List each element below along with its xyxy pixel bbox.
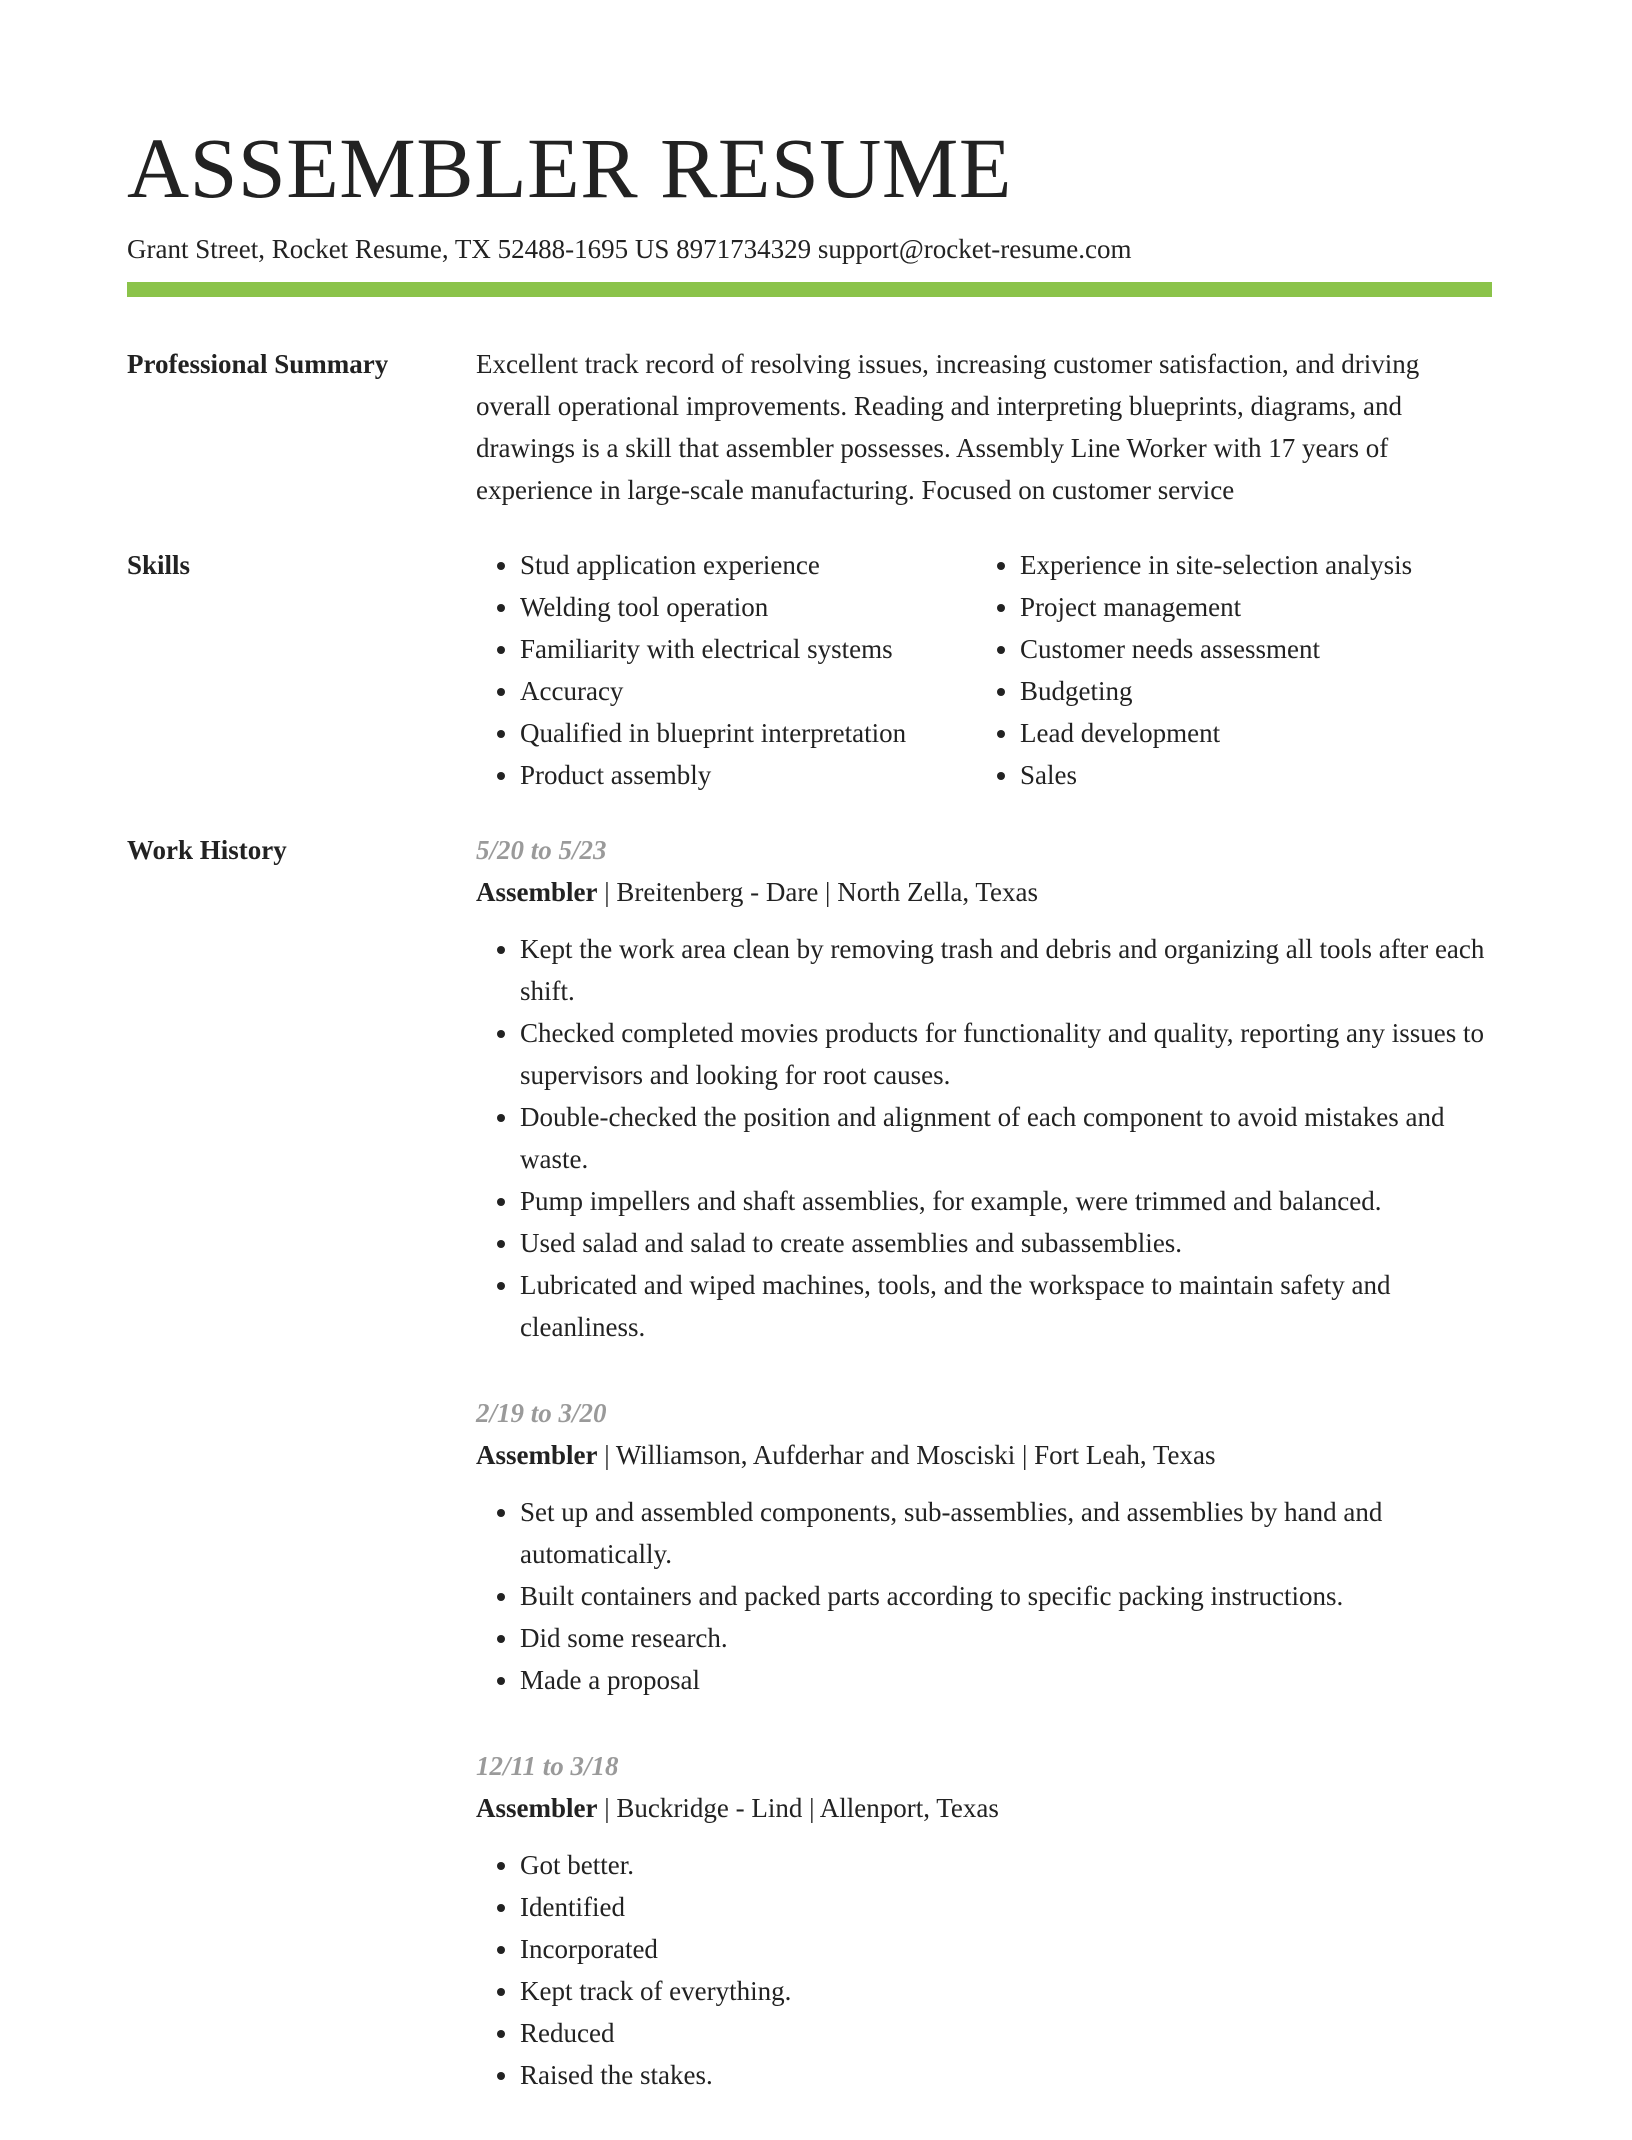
skills-list-1 <box>476 544 976 796</box>
skill-item: • Customer needs assessment <box>1020 628 1476 670</box>
job-bullet: • Reduced <box>520 2012 1492 2054</box>
job-entry <box>476 1745 1492 2096</box>
job-bullet: • Double-checked the position and alignment of each component to avoid mistakes and waste. <box>520 1096 1492 1180</box>
skill-item: • Budgeting <box>1020 670 1476 712</box>
job-bullet: • Kept track of everything. <box>520 1970 1492 2012</box>
job-title: Assembler <box>476 1440 598 1470</box>
skill-item: • Lead development <box>1020 712 1476 754</box>
skill-item: • Qualified in blueprint interpretation <box>520 712 976 754</box>
work-history-body <box>476 829 1492 2140</box>
job-date: 2/19 to 3/20 <box>476 1398 607 1428</box>
resume-title: ASSEMBLER RESUME <box>127 120 1012 216</box>
skill-item: • Project management <box>1020 586 1476 628</box>
skill-item: • Welding tool operation <box>520 586 976 628</box>
job-title: Assembler <box>476 877 598 907</box>
job-details: | Williamson, Aufderhar and Mosciski | Fort Leah, Texas <box>597 1440 1216 1470</box>
job-bullet: • Incorporated <box>520 1928 1492 1970</box>
job-date: 12/11 to 3/18 <box>476 1751 619 1781</box>
job-details: | Breitenberg - Dare | North Zella, Texas <box>597 877 1039 907</box>
skills-list-2 <box>976 544 1476 796</box>
job-bullet: • Set up and assembled components, sub-assemblies, and assemblies by hand and automatically. <box>520 1491 1492 1575</box>
job-bullet: • Got better. <box>520 1844 1492 1886</box>
job-bullets <box>476 1491 1492 1701</box>
skills-column-2 <box>976 544 1476 796</box>
job-bullets <box>476 1844 1492 2096</box>
summary-text: Excellent track record of resolving issues, increasing customer satisfaction, and driving overall operational improvements. Reading and interpreting blueprints, diagrams, and drawings is a skill that assembler possesses. Assembly Line Worker with 17 years of experience in large-scale manufacturing. Focused on customer service <box>476 349 1420 505</box>
resume-page <box>127 118 1492 2140</box>
header-divider <box>127 282 1492 297</box>
job-bullet: • Identified <box>520 1886 1492 1928</box>
skill-item: • Sales <box>1020 754 1476 796</box>
summary-section <box>127 343 1492 511</box>
skill-item: • Familiarity with electrical systems <box>520 628 976 670</box>
job-date: 5/20 to 5/23 <box>476 835 607 865</box>
job-entry <box>476 829 1492 1348</box>
job-bullet: • Made a proposal <box>520 1659 1492 1701</box>
job-bullet: • Did some research. <box>520 1617 1492 1659</box>
job-heading <box>476 871 1492 913</box>
job-entry <box>476 1392 1492 1701</box>
job-bullet: • Used salad and salad to create assemblies and subassemblies. <box>520 1222 1492 1264</box>
work-history-section <box>127 829 1492 2140</box>
job-details: | Buckridge - Lind | Allenport, Texas <box>597 1793 999 1823</box>
skill-item: • Experience in site-selection analysis <box>1020 544 1476 586</box>
skills-section <box>127 544 1492 796</box>
summary-label: Professional Summary <box>127 349 389 379</box>
job-bullet: • Checked completed movies products for functionality and quality, reporting any issues to supervisors and looking for root causes. <box>520 1012 1492 1096</box>
work-history-label: Work History <box>127 835 287 865</box>
skills-column-1 <box>476 544 976 796</box>
contact-line: Grant Street, Rocket Resume, TX 52488-1695 US 8971734329 support@rocket-resume.com <box>127 234 1132 264</box>
skill-item: • Stud application experience <box>520 544 976 586</box>
job-heading <box>476 1434 1492 1476</box>
job-heading <box>476 1787 1492 1829</box>
skill-item: • Accuracy <box>520 670 976 712</box>
job-bullets <box>476 928 1492 1348</box>
job-bullet: • Kept the work area clean by removing trash and debris and organizing all tools after each shift. <box>520 928 1492 1012</box>
job-bullet: • Built containers and packed parts according to specific packing instructions. <box>520 1575 1492 1617</box>
job-title: Assembler <box>476 1793 598 1823</box>
skill-item: • Product assembly <box>520 754 976 796</box>
job-bullet: • Lubricated and wiped machines, tools, and the workspace to maintain safety and cleanliness. <box>520 1264 1492 1348</box>
skills-grid <box>476 544 1492 796</box>
job-bullet: • Raised the stakes. <box>520 2054 1492 2096</box>
skills-label: Skills <box>127 550 191 580</box>
job-bullet: • Pump impellers and shaft assemblies, for example, were trimmed and balanced. <box>520 1180 1492 1222</box>
